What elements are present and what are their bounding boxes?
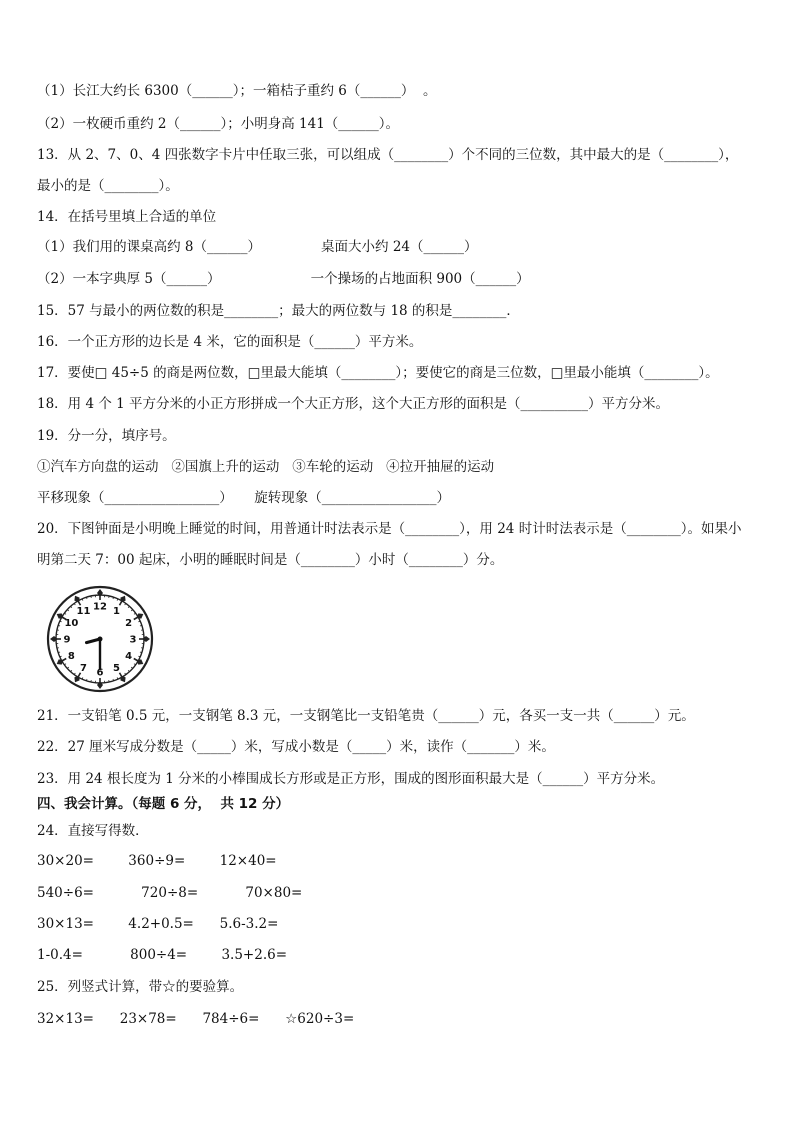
clock-numeral: 1	[113, 605, 120, 617]
question-line-l16: 明第二天 7：00 起床，小明的睡眠时间是（________）小时（________）分。	[37, 552, 504, 568]
question-line-l03: 13．从 2、7、0、4 四张数字卡片中任取三张，可以组成（________）个不同的三位数，其中最大的是（________），	[37, 147, 739, 163]
question-line-l22: 30×20= 360÷9= 12×40=	[37, 853, 277, 869]
clock-tick	[128, 606, 129, 607]
question-line-l17: 21．一支铅笔 0.5 元，一支钢笔 8.3 元，一支钢笔比一支铅笔贵（______）元，各买一支一共（______）元。	[37, 708, 695, 724]
clock-numeral: 3	[129, 634, 137, 646]
clock-tick	[125, 673, 126, 675]
question-line-l05: 14．在括号里填上合适的单位	[37, 209, 217, 225]
clock-center-pin	[98, 637, 103, 642]
question-line-l10: 17．要使□ 45÷5 的商是两位数，□里最大能填（________）；要使它的商是三位数，□里最小能填（________）。	[37, 365, 719, 381]
question-line-l11: 18．用 4 个 1 平方分米的小正方形拼成一个大正方形，这个大正方形的面积是（__________）平方分米。	[37, 396, 670, 412]
clock-numeral: 7	[80, 663, 87, 675]
clock-tick	[125, 603, 126, 605]
clock-numeral: 5	[113, 663, 120, 675]
question-line-l12: 19．分一分，填序号。	[37, 428, 176, 444]
clock-numeral: 8	[67, 651, 75, 662]
clock-numeral: 12	[93, 601, 107, 613]
clock-numeral: 9	[63, 634, 71, 646]
clock-numeral: 2	[125, 618, 133, 629]
clock-tick	[67, 667, 68, 668]
clock-tick	[64, 613, 66, 614]
clock-tick	[74, 603, 75, 605]
clock-diamond-marker	[142, 636, 150, 642]
clock-tick	[131, 610, 132, 611]
question-line-l06: （1）我们用的课桌高约 8（______） 桌面大小约 24（______）	[37, 239, 478, 255]
clock-tick	[131, 667, 132, 668]
question-line-l21: 24．直接写得数．	[37, 823, 149, 839]
question-line-l08: 15．57 与最小的两位数的积是________；最大的两位数与 18 的积是________．	[37, 303, 520, 319]
question-line-l13: ①汽车方向盘的运动 ②国旗上升的运动 ③车轮的运动 ④拉开抽屉的运动	[37, 459, 495, 475]
clock-numeral: 10	[64, 618, 79, 629]
clock-tick	[71, 606, 72, 607]
question-line-l27: 32×13= 23×78= 784÷6= ☆620÷3=	[37, 1011, 355, 1027]
question-line-l09: 16．一个正方形的边长是 4 米，它的面积是（______）平方米。	[37, 334, 423, 350]
question-line-l14: 平移现象（_________________） 旋转现象（_________________）	[37, 490, 450, 506]
question-line-l19: 23．用 24 根长度为 1 分米的小棒围成长方形或是正方形，围成的图形面积最大是（______）平方分米。	[37, 771, 665, 787]
clock-tick	[74, 673, 75, 675]
clock-tick	[134, 664, 136, 665]
clock-tick	[67, 610, 68, 611]
question-line-l15: 20．下图钟面是小明晚上睡觉的时间，用普通计时法表示是（________），用 24 时计时法表示是（________）。如果小	[37, 521, 742, 537]
question-line-l18: 22．27 厘米写成分数是（_____）米，写成小数是（_____）米，读作（_______）米。	[37, 739, 555, 755]
question-line-l01: （1）长江大约长 6300（______）；一箱桔子重约 6（______） 。	[37, 83, 437, 99]
clock-diamond-marker	[50, 636, 58, 642]
question-line-l26: 25．列竖式计算，带☆的要验算。	[37, 979, 244, 995]
clock-numeral: 6	[96, 667, 104, 679]
question-line-l07: （2）一本字典厚 5（______） 一个操场的占地面积 900（______）	[37, 271, 530, 287]
clock-tick	[64, 664, 66, 665]
clock-tick	[134, 613, 136, 614]
clock-numeral: 4	[125, 651, 133, 662]
question-line-l24: 30×13= 4.2+0.5= 5.6-3.2=	[37, 916, 279, 932]
question-line-l25: 1-0.4= 800÷4= 3.5+2.6=	[37, 947, 288, 963]
clock-diamond-marker	[97, 681, 103, 689]
question-line-l23: 540÷6= 720÷8= 70×80=	[37, 885, 303, 901]
clock-numeral: 11	[76, 605, 91, 617]
question-line-l02: （2）一枚硬币重约 2（______）；小明身高 141（______）。	[37, 116, 400, 132]
clock-diamond-marker	[97, 589, 103, 597]
clock-tick	[128, 670, 129, 671]
clock-tick	[71, 670, 72, 671]
clock-face-icon	[46, 585, 154, 693]
question-line-l04: 最小的是（________）。	[37, 178, 179, 194]
question-line-l20: 四、我会计算。（每题 6 分， 共 12 分）	[37, 796, 290, 812]
